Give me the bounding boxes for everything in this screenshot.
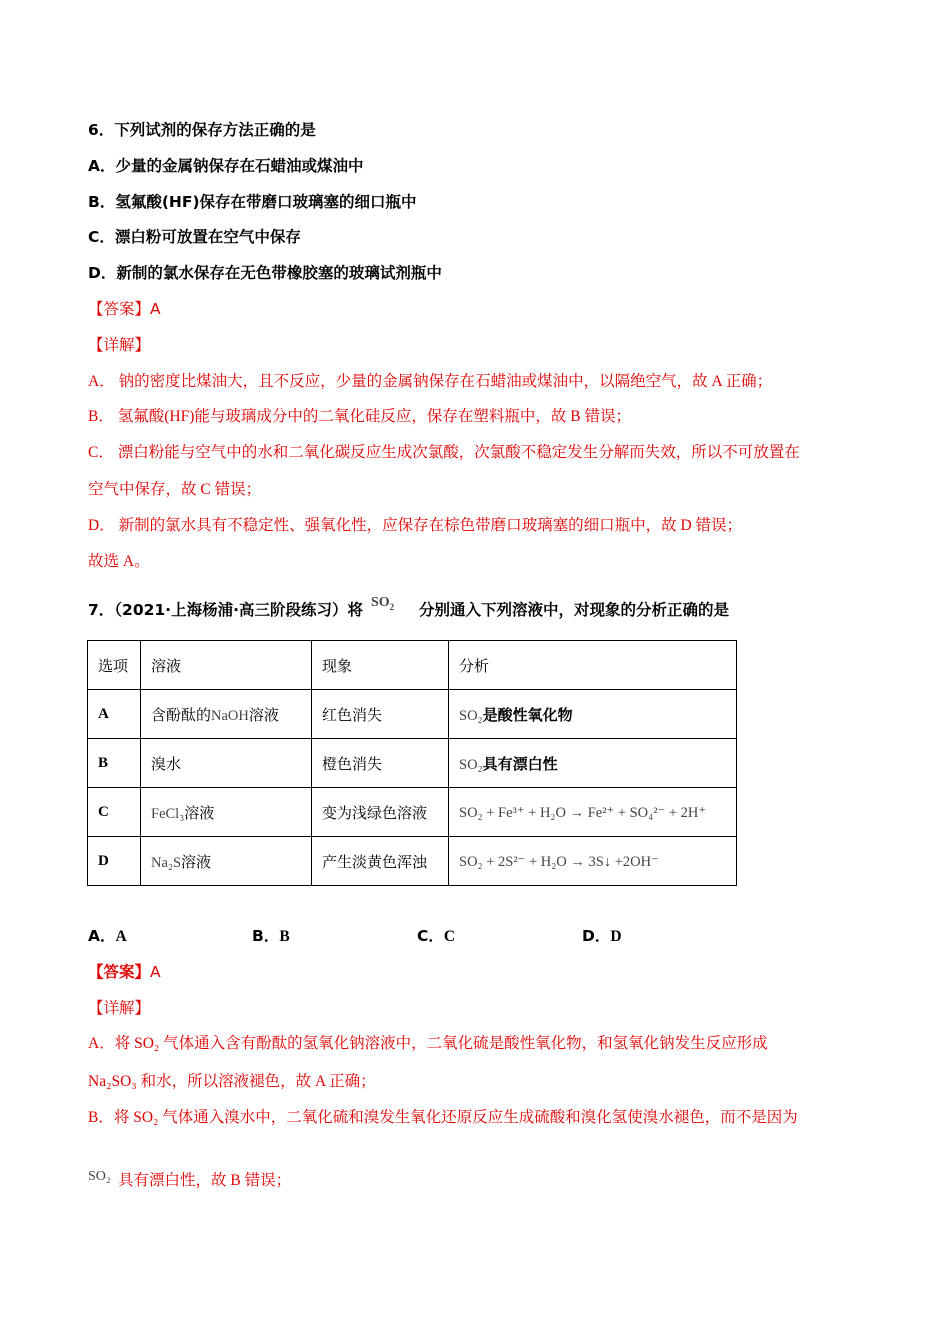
q6-option-a: A．少量的金属钠保存在石蜡油或煤油中 (88, 157, 364, 175)
phenomenon-cell: 橙色消失 (312, 739, 449, 788)
option-cell: A (88, 690, 141, 739)
option-cell: D (88, 837, 141, 886)
solution-cell: FeCl₃溶液 (141, 788, 312, 837)
q6-explanation-c-cont: 空气中保存，故 C 错误； (88, 481, 262, 498)
q7-answer: 【答案】A (88, 963, 161, 981)
table-row (88, 739, 737, 788)
phenomenon-cell: 变为浅绿色溶液 (312, 788, 449, 837)
phenomenon-cell: 红色消失 (312, 690, 449, 739)
q7-stem: 7．（2021·上海杨浦·高三阶段练习）将 $SO_2$ 分别通入下列溶液中，对现象的分析正确的是 (88, 595, 729, 619)
q7-detail-label: 【详解】 (88, 999, 151, 1017)
q6-conclusion: 故选 A。 (88, 553, 150, 570)
table-row (88, 690, 737, 739)
q7-choice-b: B．B (252, 927, 290, 945)
q6-explanation-b: B． 氢氟酸(HF)能与玻璃成分中的二氧化硅反应，保存在塑料瓶中，故 B 错误； (88, 408, 631, 425)
q7-choice-d: D．D (582, 927, 622, 945)
solution-cell: 溴水 (141, 739, 312, 788)
q7-explanation-a-cont: Na₂SO₃ 和水，所以溶液褪色，故 A 正确； (88, 1073, 376, 1090)
q6-answer: 【答案】A (88, 300, 161, 318)
table-header-row (88, 641, 737, 690)
table-row (88, 837, 737, 886)
q6-detail-label: 【详解】 (88, 336, 151, 354)
q6-option-c: C．漂白粉可放置在空气中保存 (88, 228, 301, 246)
q7-table (87, 640, 737, 886)
q7-explanation-b: B．将 SO₂ 气体通入溴水中，二氧化硫和溴发生氧化还原反应生成硫酸和溴化氢使溴水褪色，而不是因为 (88, 1109, 798, 1126)
analysis-cell: SO₂ + Fe³⁺ + H₂O → Fe²⁺ + SO₄²⁻ + 2H⁺ (449, 788, 737, 837)
q7-choice-c: C．C (417, 927, 456, 945)
q6-option-d: D．新制的氯水保存在无色带橡胶塞的玻璃试剂瓶中 (88, 264, 442, 282)
so2-formula: $SO_2$ (370, 595, 395, 612)
solution-cell: Na₂S溶液 (141, 837, 312, 886)
option-cell: B (88, 739, 141, 788)
q6-explanation-a: A． 钠的密度比煤油大，且不反应，少量的金属钠保存在石蜡油或煤油中，以隔绝空气，故 A 正确； (88, 373, 773, 390)
header-cell: 选项 (88, 641, 141, 690)
analysis-cell: SO₂ + 2S²⁻ + H₂O → 3S↓ +2OH⁻ (449, 837, 737, 886)
header-cell: 分析 (449, 641, 737, 690)
solution-cell: 含酚酞的NaOH溶液 (141, 690, 312, 739)
phenomenon-cell: 产生淡黄色浑浊 (312, 837, 449, 886)
q6-explanation-d: D． 新制的氯水具有不稳定性、强氧化性，应保存在棕色带磨口玻璃塞的细口瓶中，故 D 错误； (88, 517, 743, 534)
q7-explanation-a: A．将 SO₂ 气体通入含有酚酞的氢氧化钠溶液中，二氧化硫是酸性氧化物，和氢氧化钠发生反应形成 (88, 1035, 768, 1052)
table-row (88, 788, 737, 837)
option-cell: C (88, 788, 141, 837)
analysis-cell: SO₂具有漂白性 (449, 739, 737, 788)
so2-formula: SO₂ (88, 1169, 111, 1184)
header-cell: 溶液 (141, 641, 312, 690)
q6-explanation-c: C． 漂白粉能与空气中的水和二氧化碳反应生成次氯酸，次氯酸不稳定发生分解而失效，所以不可放置在 (88, 444, 800, 461)
q6-stem: 6．下列试剂的保存方法正确的是 (88, 121, 316, 139)
header-cell: 现象 (312, 641, 449, 690)
q6-option-b: B．氢氟酸(HF)保存在带磨口玻璃塞的细口瓶中 (88, 193, 417, 211)
q7-choice-a: A．A (88, 927, 127, 945)
analysis-cell: SO₂是酸性氧化物 (449, 690, 737, 739)
q7-explanation-b-cont: SO₂ 具有漂白性，故 B 错误； (88, 1169, 292, 1189)
